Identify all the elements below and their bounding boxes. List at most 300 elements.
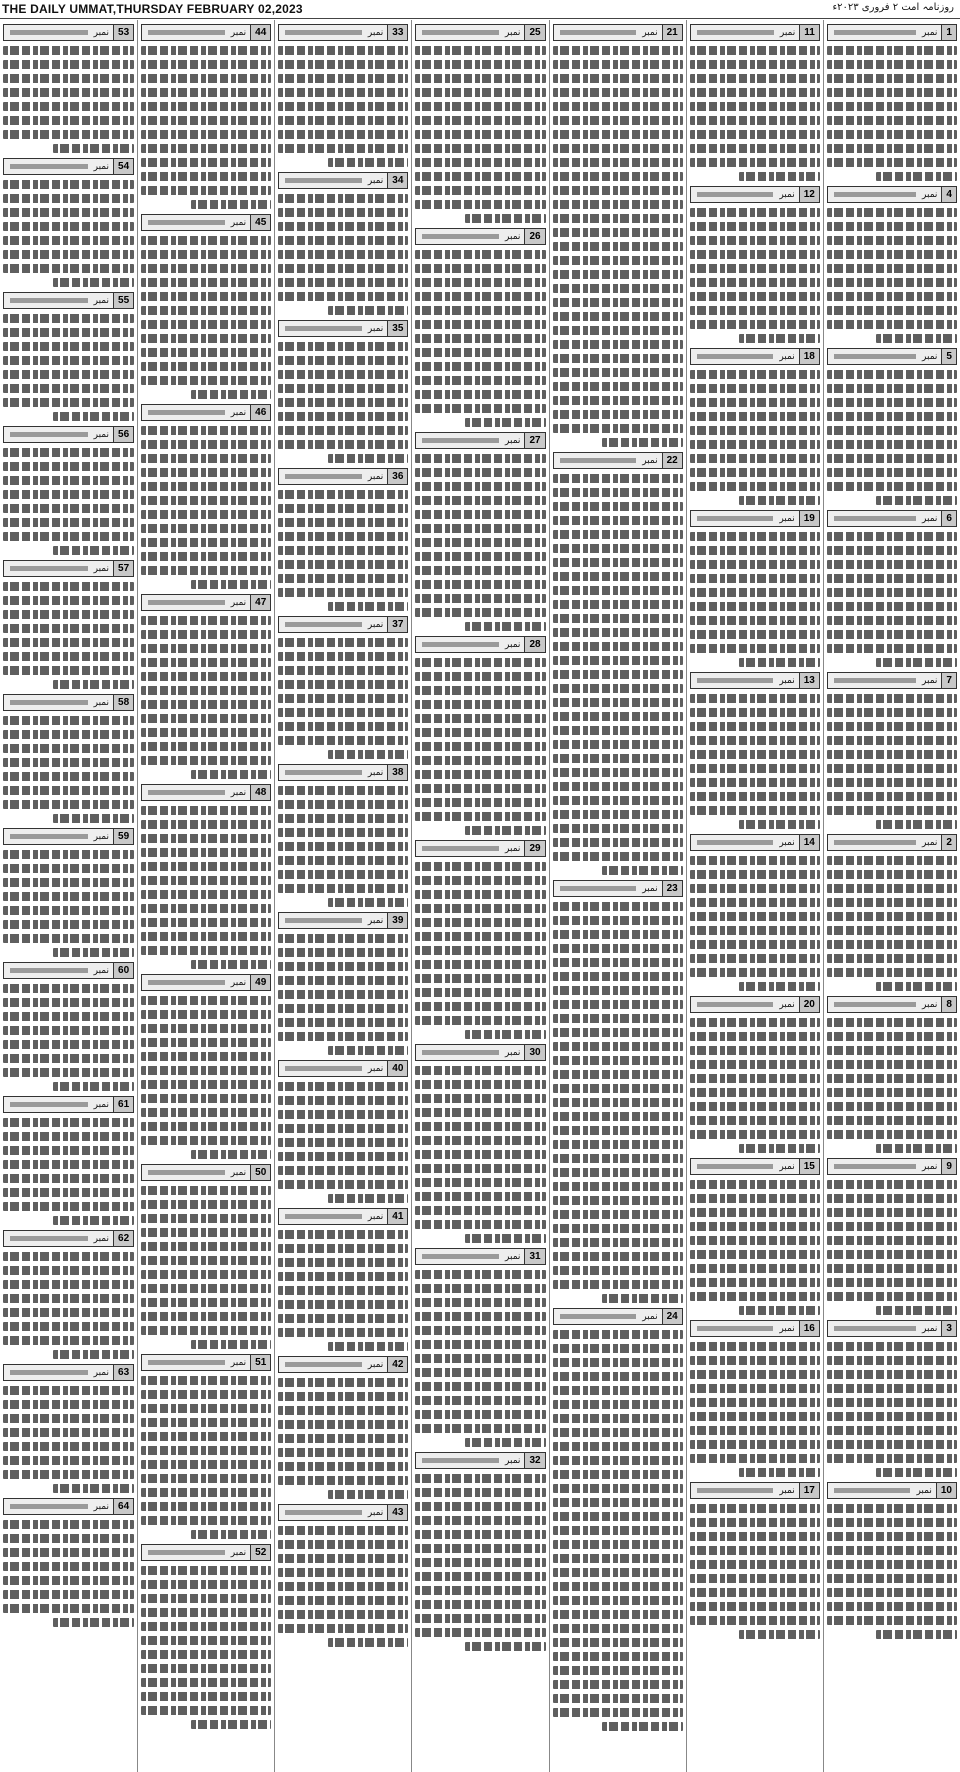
text-line: [553, 46, 683, 55]
text-line: [278, 1328, 408, 1337]
text-line: [553, 642, 683, 651]
item-number: 64: [113, 1499, 133, 1514]
text-line: [690, 1504, 820, 1513]
item-header: [690, 996, 820, 1013]
text-line: [141, 1024, 271, 1033]
text-line: [553, 1484, 683, 1493]
item-label: نمبر: [367, 175, 384, 186]
text-line: [278, 144, 408, 153]
text-line: [415, 1206, 545, 1215]
text-line: [191, 390, 272, 399]
text-line: [3, 1026, 134, 1035]
text-line: [278, 208, 408, 217]
text-line: [278, 1448, 408, 1457]
text-line: [141, 1488, 271, 1497]
text-line: [278, 1378, 408, 1387]
text-line: [827, 1370, 957, 1379]
text-line: [3, 1266, 134, 1275]
item-number: 37: [387, 617, 407, 632]
text-line: [690, 750, 820, 759]
text-line: [827, 1504, 957, 1513]
text-line: [415, 1474, 545, 1483]
item-title-bar: [148, 600, 225, 605]
text-line: [278, 384, 408, 393]
text-line: [415, 552, 545, 561]
item-number: 11: [799, 25, 819, 40]
item-number: 59: [113, 829, 133, 844]
text-line: [278, 60, 408, 69]
text-line: [328, 898, 409, 907]
text-line: [141, 616, 271, 625]
item-header: [141, 974, 271, 991]
text-line: [690, 1384, 820, 1393]
text-line: [278, 426, 408, 435]
item-number: 47: [250, 595, 270, 610]
text-line: [415, 1270, 545, 1279]
text-line: [827, 306, 957, 315]
text-line: [827, 546, 957, 555]
text-line: [278, 1124, 408, 1133]
text-line: [278, 1540, 408, 1549]
item-header: [690, 24, 820, 41]
text-line: [690, 130, 820, 139]
item-title-bar: [285, 1510, 362, 1515]
text-line: [690, 398, 820, 407]
text-line: [278, 1258, 408, 1267]
text-line: [3, 1414, 134, 1423]
text-line: [3, 1132, 134, 1141]
item-header: [278, 468, 408, 485]
text-line: [3, 60, 134, 69]
text-line: [827, 968, 957, 977]
text-line: [3, 984, 134, 993]
text-line: [3, 476, 134, 485]
item-label: نمبر: [93, 295, 110, 306]
text-line: [141, 700, 271, 709]
text-line: [278, 264, 408, 273]
text-line: [553, 242, 683, 251]
item-number: 61: [113, 1097, 133, 1112]
text-line: [553, 1652, 683, 1661]
text-line: [278, 666, 408, 675]
text-line: [827, 1518, 957, 1527]
text-line: [553, 1280, 683, 1289]
text-line: [141, 1094, 271, 1103]
text-line: [141, 728, 271, 737]
text-line: [415, 144, 545, 153]
text-line: [690, 792, 820, 801]
text-line: [415, 1284, 545, 1293]
item-header: [827, 996, 957, 1013]
text-line: [3, 666, 134, 675]
text-line: [141, 116, 271, 125]
text-line: [141, 376, 271, 385]
text-line: [3, 920, 134, 929]
text-line: [3, 1146, 134, 1155]
item-title-bar: [285, 1362, 362, 1367]
item-label: نمبر: [367, 323, 384, 334]
item-label: نمبر: [93, 1367, 110, 1378]
item-label: نمبر: [922, 1323, 938, 1334]
text-line: [141, 186, 271, 195]
text-line: [415, 334, 545, 343]
text-line: [827, 560, 957, 569]
item-header: [3, 828, 134, 845]
text-line: [690, 1116, 820, 1125]
text-line: [141, 820, 271, 829]
text-line: [278, 102, 408, 111]
text-line: [553, 502, 683, 511]
text-line: [141, 1460, 271, 1469]
item-number: 18: [799, 349, 819, 364]
text-line: [690, 264, 820, 273]
text-line: [553, 1252, 683, 1261]
item-header: [3, 158, 134, 175]
text-line: [690, 88, 820, 97]
text-line: [278, 870, 408, 879]
text-line: [739, 334, 820, 343]
text-line: [690, 1250, 820, 1259]
text-line: [278, 588, 408, 597]
text-line: [465, 418, 546, 427]
text-line: [739, 1630, 820, 1639]
text-line: [553, 88, 683, 97]
text-line: [553, 768, 683, 777]
urdu-date-line: روزنامہ امت ۲ فروری ۲۰۲۳ء: [832, 2, 954, 13]
text-line: [415, 46, 545, 55]
text-line: [141, 1242, 271, 1251]
text-line: [278, 1314, 408, 1323]
text-line: [415, 876, 545, 885]
item-title-bar: [10, 1504, 88, 1509]
item-number: 41: [387, 1209, 407, 1224]
text-line: [278, 560, 408, 569]
text-line: [553, 796, 683, 805]
text-line: [278, 962, 408, 971]
item-header: [827, 834, 957, 851]
item-number: 62: [113, 1231, 133, 1246]
item-header: [690, 1158, 820, 1175]
item-title-bar: [285, 622, 362, 627]
item-title-bar: [422, 438, 499, 443]
item-label: نمبر: [779, 1485, 795, 1496]
text-line: [465, 1030, 546, 1039]
text-line: [278, 990, 408, 999]
item-title-bar: [560, 458, 637, 463]
text-line: [553, 1624, 683, 1633]
text-line: [553, 986, 683, 995]
text-line: [827, 1250, 957, 1259]
item-number: 8: [941, 997, 956, 1012]
item-number: 55: [113, 293, 133, 308]
item-number: 56: [113, 427, 133, 442]
text-line: [141, 1326, 271, 1335]
text-line: [553, 810, 683, 819]
text-line: [278, 116, 408, 125]
text-line: [53, 680, 134, 689]
text-line: [415, 1108, 545, 1117]
text-line: [690, 722, 820, 731]
item-title-bar: [285, 326, 362, 331]
text-line: [3, 998, 134, 1007]
text-line: [553, 902, 683, 911]
item-title-bar: [422, 30, 499, 35]
text-line: [827, 1440, 957, 1449]
text-line: [553, 1168, 683, 1177]
text-line: [553, 656, 683, 665]
item-number: 1: [941, 25, 956, 40]
item-label: نمبر: [367, 915, 384, 926]
item-number: 14: [799, 835, 819, 850]
item-number: 23: [662, 881, 682, 896]
text-line: [141, 496, 271, 505]
text-line: [827, 764, 957, 773]
text-line: [278, 1166, 408, 1175]
text-line: [415, 172, 545, 181]
text-line: [465, 622, 546, 631]
text-line: [278, 1286, 408, 1295]
text-line: [415, 264, 545, 273]
text-line: [415, 1150, 545, 1159]
text-line: [690, 1208, 820, 1217]
text-line: [415, 742, 545, 751]
text-line: [827, 1384, 957, 1393]
item-label: نمبر: [922, 1161, 938, 1172]
text-line: [690, 384, 820, 393]
text-line: [690, 102, 820, 111]
text-line: [415, 524, 545, 533]
text-line: [3, 46, 134, 55]
text-line: [415, 1312, 545, 1321]
text-line: [278, 1180, 408, 1189]
newspaper-title: THE DAILY UMMAT,THURSDAY FEBRUARY 02,2023: [2, 2, 303, 16]
item-number: 54: [113, 159, 133, 174]
text-line: [827, 532, 957, 541]
text-line: [690, 694, 820, 703]
text-line: [690, 1560, 820, 1569]
item-label: نمبر: [230, 597, 247, 608]
text-line: [690, 736, 820, 745]
item-title-bar: [560, 886, 637, 891]
text-line: [415, 1600, 545, 1609]
text-line: [827, 74, 957, 83]
text-line: [53, 278, 134, 287]
item-label: نمبر: [230, 787, 247, 798]
text-line: [690, 954, 820, 963]
text-line: [141, 1692, 271, 1701]
text-line: [553, 754, 683, 763]
text-line: [553, 1042, 683, 1051]
text-line: [690, 1398, 820, 1407]
item-label: نمبر: [367, 1211, 384, 1222]
item-title-bar: [10, 30, 88, 35]
text-line: [553, 1554, 683, 1563]
text-line: [141, 1418, 271, 1427]
item-label: نمبر: [505, 435, 521, 446]
text-line: [3, 1054, 134, 1063]
text-line: [141, 60, 271, 69]
item-header: [3, 1096, 134, 1113]
item-title-bar: [285, 770, 362, 775]
item-number: 34: [387, 173, 407, 188]
item-label: نمبر: [367, 1063, 384, 1074]
item-label: نمبر: [230, 1357, 247, 1368]
text-line: [553, 544, 683, 553]
text-line: [553, 1344, 683, 1353]
text-line: [739, 496, 820, 505]
item-header: [3, 1498, 134, 1515]
text-line: [415, 468, 545, 477]
item-number: 10: [936, 1483, 956, 1498]
text-line: [827, 222, 957, 231]
text-line: [141, 1664, 271, 1673]
item-title-bar: [834, 1164, 916, 1169]
text-line: [278, 1392, 408, 1401]
text-line: [3, 730, 134, 739]
text-line: [415, 1354, 545, 1363]
text-line: [191, 770, 272, 779]
item-header: [278, 1504, 408, 1521]
text-line: [415, 756, 545, 765]
text-line: [3, 878, 134, 887]
text-line: [415, 186, 545, 195]
text-line: [690, 708, 820, 717]
text-line: [3, 1068, 134, 1077]
text-line: [553, 684, 683, 693]
text-line: [553, 852, 683, 861]
text-line: [553, 1140, 683, 1149]
text-line: [141, 538, 271, 547]
item-label: نمبر: [505, 1251, 521, 1262]
text-line: [553, 410, 683, 419]
text-line: [690, 1370, 820, 1379]
text-line: [278, 250, 408, 259]
text-line: [278, 680, 408, 689]
text-line: [827, 320, 957, 329]
text-line: [690, 870, 820, 879]
text-line: [328, 750, 409, 759]
text-line: [278, 130, 408, 139]
text-line: [3, 1322, 134, 1331]
text-line: [553, 340, 683, 349]
text-line: [553, 1056, 683, 1065]
text-line: [278, 1018, 408, 1027]
text-line: [141, 806, 271, 815]
item-number: 12: [799, 187, 819, 202]
text-line: [415, 1544, 545, 1553]
item-title-bar: [697, 354, 774, 359]
text-line: [553, 712, 683, 721]
text-line: [3, 208, 134, 217]
text-line: [415, 88, 545, 97]
item-label: نمبر: [93, 1099, 110, 1110]
text-line: [141, 932, 271, 941]
item-label: نمبر: [779, 351, 795, 362]
text-line: [141, 264, 271, 273]
text-line: [690, 412, 820, 421]
text-line: [690, 1342, 820, 1351]
item-number: 38: [387, 765, 407, 780]
text-line: [328, 1342, 409, 1351]
text-line: [827, 750, 957, 759]
item-title-bar: [148, 1170, 225, 1175]
item-number: 17: [799, 1483, 819, 1498]
item-header: [553, 880, 683, 897]
item-label: نمبر: [230, 977, 247, 988]
text-line: [690, 778, 820, 787]
text-line: [553, 1372, 683, 1381]
item-label: نمبر: [230, 407, 247, 418]
text-line: [53, 144, 134, 153]
item-header: [553, 452, 683, 469]
text-line: [53, 814, 134, 823]
item-title-bar: [148, 1550, 225, 1555]
item-number: 20: [799, 997, 819, 1012]
text-line: [191, 580, 272, 589]
item-number: 44: [250, 25, 270, 40]
text-line: [690, 454, 820, 463]
text-line: [415, 988, 545, 997]
text-line: [553, 1182, 683, 1191]
item-title-bar: [834, 840, 916, 845]
item-number: 50: [250, 1165, 270, 1180]
text-line: [553, 1428, 683, 1437]
text-line: [191, 1340, 272, 1349]
text-line: [553, 516, 683, 525]
item-number: 32: [524, 1453, 544, 1468]
text-line: [690, 292, 820, 301]
text-line: [415, 496, 545, 505]
text-line: [827, 130, 957, 139]
text-line: [3, 102, 134, 111]
text-line: [827, 1236, 957, 1245]
text-line: [739, 1144, 820, 1153]
text-line: [278, 1568, 408, 1577]
item-header: [690, 348, 820, 365]
text-line: [553, 130, 683, 139]
text-line: [278, 342, 408, 351]
text-line: [415, 686, 545, 695]
item-title-bar: [10, 566, 88, 571]
item-label: نمبر: [93, 563, 110, 574]
item-header: [278, 1356, 408, 1373]
item-title-bar: [697, 1488, 774, 1493]
text-line: [278, 546, 408, 555]
item-label: نمبر: [93, 697, 110, 708]
text-line: [415, 658, 545, 667]
text-line: [553, 1330, 683, 1339]
text-line: [602, 1294, 683, 1303]
text-line: [827, 1116, 957, 1125]
classified-page: [0, 20, 960, 1772]
text-line: [690, 574, 820, 583]
item-title-bar: [10, 834, 88, 839]
item-number: 5: [941, 349, 956, 364]
text-line: [415, 1516, 545, 1525]
text-line: [141, 1080, 271, 1089]
item-label: نمبر: [93, 1501, 110, 1512]
text-line: [690, 236, 820, 245]
item-number: 15: [799, 1159, 819, 1174]
masthead: [0, 0, 960, 19]
text-line: [739, 172, 820, 181]
text-line: [827, 236, 957, 245]
text-line: [278, 278, 408, 287]
item-header: [827, 1320, 957, 1337]
text-line: [53, 1216, 134, 1225]
text-line: [827, 722, 957, 731]
text-line: [3, 1590, 134, 1599]
